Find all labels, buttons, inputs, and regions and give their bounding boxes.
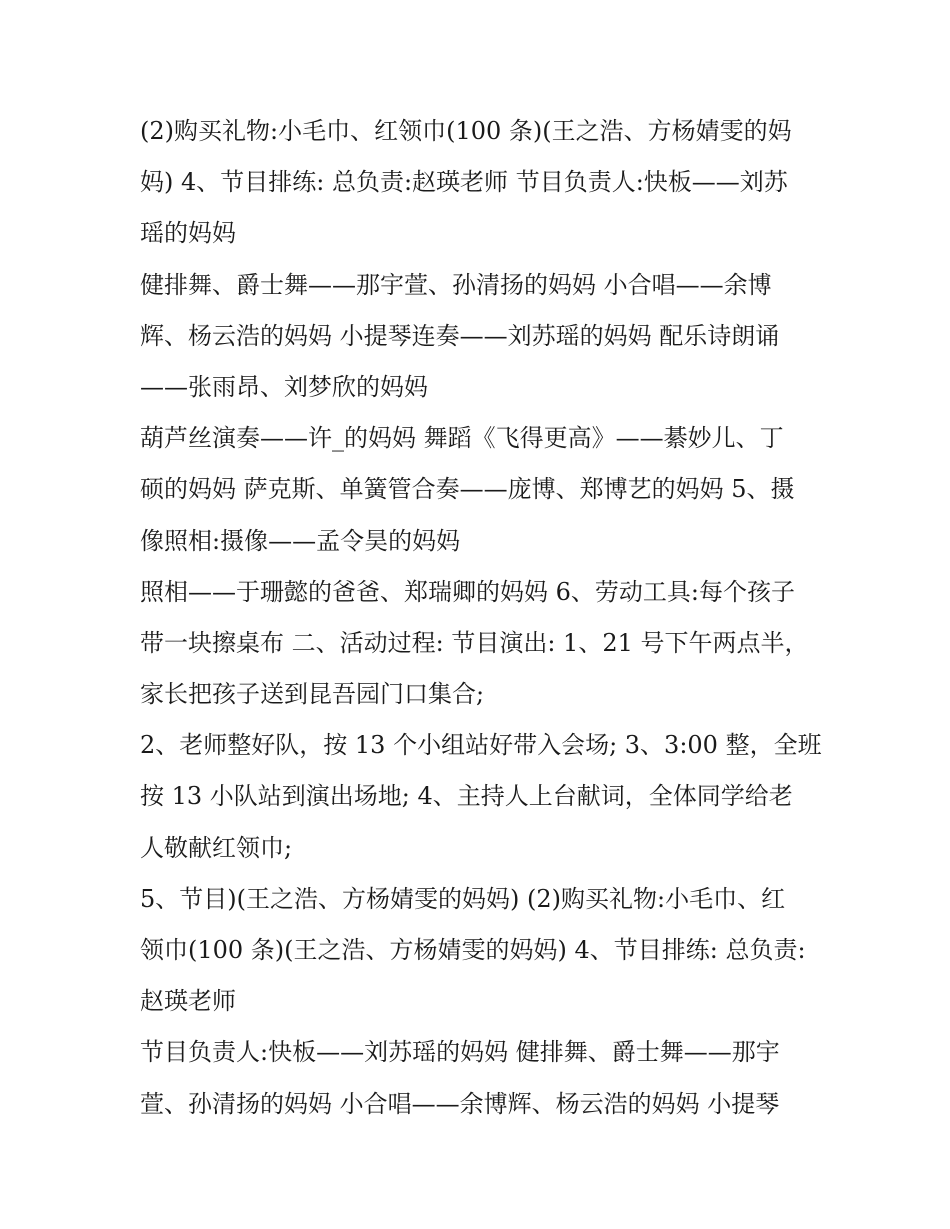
text-line: 人敬献红领巾; xyxy=(140,833,293,862)
text-line: 葫芦丝演奏——许_的妈妈 舞蹈《飞得更高》——綦妙儿、丁 xyxy=(140,424,784,453)
text-line: 2、老师整好队，按 13 个小组站好带入会场; 3、3:00 整，全班 xyxy=(140,731,822,760)
text-line: 硕的妈妈 萨克斯、单簧管合奏——庞博、郑博艺的妈妈 5、摄 xyxy=(140,475,795,504)
text-line: 萱、孙清扬的妈妈 小合唱——余博辉、杨云浩的妈妈 小提琴 xyxy=(140,1089,780,1118)
text-line: 按 13 小队站到演出场地; 4、主持人上台献词，全体同学给老 xyxy=(140,782,793,811)
text-line: 像照相:摄像——孟令昊的妈妈 xyxy=(140,526,461,555)
text-line: 照相——于珊懿的爸爸、郑瑞卿的妈妈 6、劳动工具:每个孩子 xyxy=(140,577,795,606)
text-line: 赵瑛老师 xyxy=(140,987,236,1016)
text-line: 家长把孩子送到昆吾园门口集合; xyxy=(140,680,485,709)
text-line: 节目负责人:快板——刘苏瑶的妈妈 健排舞、爵士舞——那宇 xyxy=(140,1038,780,1067)
text-line: 瑶的妈妈 xyxy=(140,219,236,248)
text-line: (2)购买礼物:小毛巾、红领巾(100 条)(王之浩、方杨婧雯的妈 xyxy=(140,117,792,145)
document-body xyxy=(140,106,820,1130)
text-line: ——张雨昂、刘梦欣的妈妈 xyxy=(140,372,428,401)
text-line: 带一块擦桌布 二、活动过程: 节目演出: 1、21 号下午两点半， xyxy=(140,628,809,657)
text-line: 妈) 4、节目排练: 总负责:赵瑛老师 节目负责人:快板——刘苏 xyxy=(140,168,788,197)
text-line: 辉、杨云浩的妈妈 小提琴连奏——刘苏瑶的妈妈 配乐诗朗诵 xyxy=(140,321,780,350)
text-line: 5、节目)(王之浩、方杨婧雯的妈妈) (2)购买礼物:小毛巾、红 xyxy=(140,884,786,913)
text-line: 领巾(100 条)(王之浩、方杨婧雯的妈妈) 4、节目排练: 总负责: xyxy=(140,936,806,964)
text-line: 健排舞、爵士舞——那宇萱、孙清扬的妈妈 小合唱——余博 xyxy=(140,270,772,299)
